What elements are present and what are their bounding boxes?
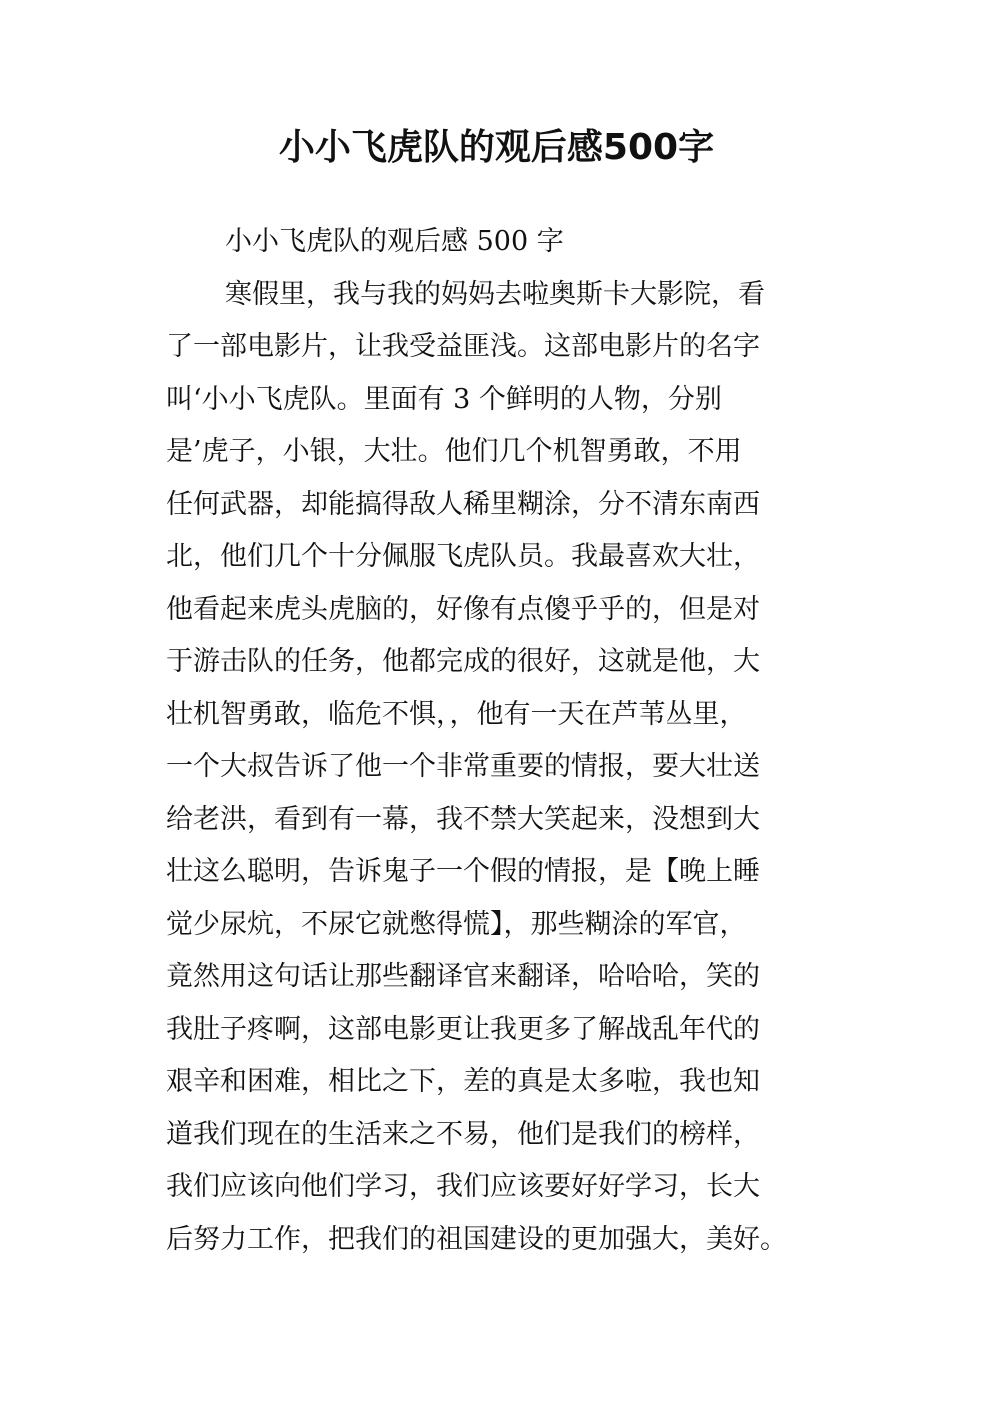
paragraph-line: 艰辛和困难，相比之下，差的真是太多啦，我也知 bbox=[166, 1066, 760, 1097]
paragraph-line: 了一部电影片，让我受益匪浅。这部电影片的名字 bbox=[166, 331, 760, 362]
paragraph-line: 后努力工作，把我们的祖国建设的更加强大，美好。 bbox=[166, 1223, 787, 1255]
document-subtitle: 小小飞虎队的观后感 500 字 bbox=[225, 226, 564, 257]
paragraph-line: 北，他们几个十分佩服飞虎队员。我最喜欢大壮， bbox=[166, 541, 760, 572]
paragraph-line: 竟然用这句话让那些翻译官来翻译，哈哈哈，笑的 bbox=[166, 961, 760, 992]
paragraph-line: 于游击队的任务，他都完成的很好，这就是他，大 bbox=[166, 646, 760, 677]
paragraph-line: 我肚子疼啊，这部电影更让我更多了解战乱年代的 bbox=[166, 1013, 760, 1045]
paragraph-line: 我们应该向他们学习，我们应该要好好学习，长大 bbox=[166, 1171, 760, 1202]
paragraph-line: 叫‘小小飞虎队。里面有 3 个鲜明的人物，分别 bbox=[166, 383, 722, 415]
paragraph-line: 壮机智勇敢，临危不惧，，他有一天在芦苇丛里， bbox=[166, 698, 747, 730]
document-title: 小小飞虎队的观后感500字 bbox=[278, 127, 715, 168]
paragraph-line: 寒假里，我与我的妈妈去啦奥斯卡大影院，看 bbox=[225, 278, 765, 310]
document-body bbox=[166, 216, 846, 1266]
paragraph-line: 觉少尿炕，不尿它就憋得慌】，那些糊涂的军官， bbox=[166, 908, 747, 940]
paragraph-line: 给老洪，看到有一幕，我不禁大笑起来，没想到大 bbox=[166, 803, 760, 835]
paragraph-line: 道我们现在的生活来之不易，他们是我们的榜样， bbox=[166, 1118, 760, 1150]
paragraph-line: 是’虎子，小银，大壮。他们几个机智勇敢，不用 bbox=[166, 436, 742, 467]
paragraph-line: 任何武器，却能搞得敌人稀里糊涂，分不清东南西 bbox=[166, 488, 760, 520]
paragraph-line: 他看起来虎头虎脑的，好像有点傻乎乎的，但是对 bbox=[166, 593, 760, 625]
paragraph-line: 壮这么聪明，告诉鬼子一个假的情报，是【晚上睡 bbox=[166, 856, 760, 887]
paragraph-line: 一个大叔告诉了他一个非常重要的情报，要大壮送 bbox=[166, 751, 760, 782]
